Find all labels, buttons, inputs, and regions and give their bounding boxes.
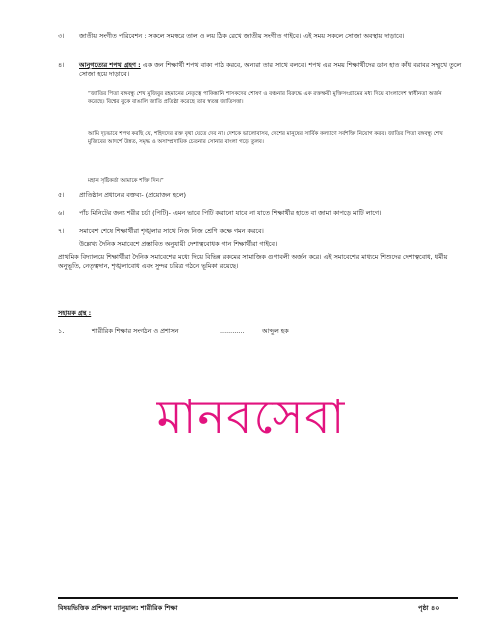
oath-closing: মহান সৃষ্টিকর্তা আমাকে শক্তি দিন।” [88,178,164,184]
item-7-number: ৭। [58,227,65,235]
item-6-number: ৬। [58,209,65,217]
item-5-text: প্রাতিষ্ঠান প্রধানের বক্তব্য- (প্রয়োজন হলে) [79,191,186,199]
footer-rule [58,597,458,599]
reference-author: আব্দুল হক [262,327,289,335]
page-number: পৃষ্ঠা ৪০ [418,604,440,612]
item-7-text: সমাবেশ শেষে শিক্ষার্থীরা শৃঙ্খলার সাথে নিজ নিজ শ্রেণি কক্ষে গমন করবে। [79,227,264,235]
references-heading: সহায়ক গ্রন্থ : [58,309,92,317]
item-4-number: ৪। [58,61,65,69]
watermark-text: মানবসেবা [156,390,346,445]
item-4-heading: আনুগত্যের শপথ গ্রহণ : [79,61,141,69]
item-4-body: এক জন শিক্ষার্থী শপথ বাক্য পাঠ করবে, অন্যরা তার সাথে বলবে। শপথ এর সময় শিক্ষার্থীদের ডান হাত কাঁধ বরাবর সম্মুখে তুলে সোজা হয়ে দাড়াবে। [79,61,462,78]
reference-number: ১. [58,327,65,335]
reference-title: শারীরিক শিক্ষার সংগঠন ও প্রশাসন [92,327,179,335]
item-6-text: পাঁচ মিনিটের জন্য শরীর চর্চা (পিটি)- এমন ভাবে পিটি করানো যাবে না যাতে শিক্ষার্থীর হাতে বা জামা কাপড়ে মাটি লাগে। [79,209,382,217]
item-7-note: উল্লেখ্য দৈনিক সমাবেশে প্রস্তাবিত অনুযায়ী দেশাত্ববোধক গান শিক্ষার্থীরা গাইবে। [79,240,278,248]
item-5-number: ৫। [58,191,65,199]
reference-dots: ............ [220,327,245,335]
item-3-text: জাতীয় সংগীত পরিবেশন : সকলে সমস্বরে তাল ও লয় ঠিক রেখে জাতীয় সংগীত গাইবে। এই সময় সকলে সোজা অবস্থায় দাড়াবে। [79,32,405,40]
item-3-number: ৩। [58,32,65,40]
item-4-text [79,61,477,78]
summary-paragraph: প্রাথমিক বিদ্যালয়ে শিক্ষার্থীরা দৈনিক সমাবেশের মধ্যে দিয়ে বিভিন্ন রকমের সামাজিক গুণাবলী অর্জন করে। এই সমাবেশের মাধ্যমে শিশুদের দেশাত্ববোধ, ধর্মীয় অনুভূতি, নেতৃত্বদান, শৃঙ্খলাবোধ এবং সুন্দর চরিত্র গঠনে ভূমিকা রয়েছে। [58,253,448,270]
oath-paragraph-1: “জাতির পিতা বঙ্গবন্ধু শেখ মুজিবুর রহমানের নেতৃত্বে পাকিস্তানি শাসকদের শোষণ ও বঞ্চনার বিরুদ্ধে এক রক্তক্ষয়ী মুক্তিসংগ্রামের মধ্য দিয়ে বাংলাদেশ স্বাধীনতা অর্জন করেছে। বিশ্বের বুকে বাঙালি জাতি প্রতিষ্ঠা করেছে তার স্বতন্ত্র জাতিসত্তা। [88,91,442,106]
footer-title: বিষয়ভিত্তিক প্রশিক্ষণ ম্যানুয়াল: শারীরিক শিক্ষা [58,604,178,612]
oath-paragraph-2: আমি দৃঢ়ভাবে শপথ করছি যে, শহিদদের রক্ত বৃথা যেতে দেব না। দেশকে ভালোবাসব, দেশের মানুষের সার্বিক কল্যাণে সর্বশক্তি নিয়োগ করব। জাতির পিতা বঙ্গবন্ধু শেখ মুজিবের আদর্শে উন্নত, সমৃদ্ধ ও অসাম্প্রদায়িক চেতনার সোনার বাংলা গড়ে তুলব। [88,131,443,146]
